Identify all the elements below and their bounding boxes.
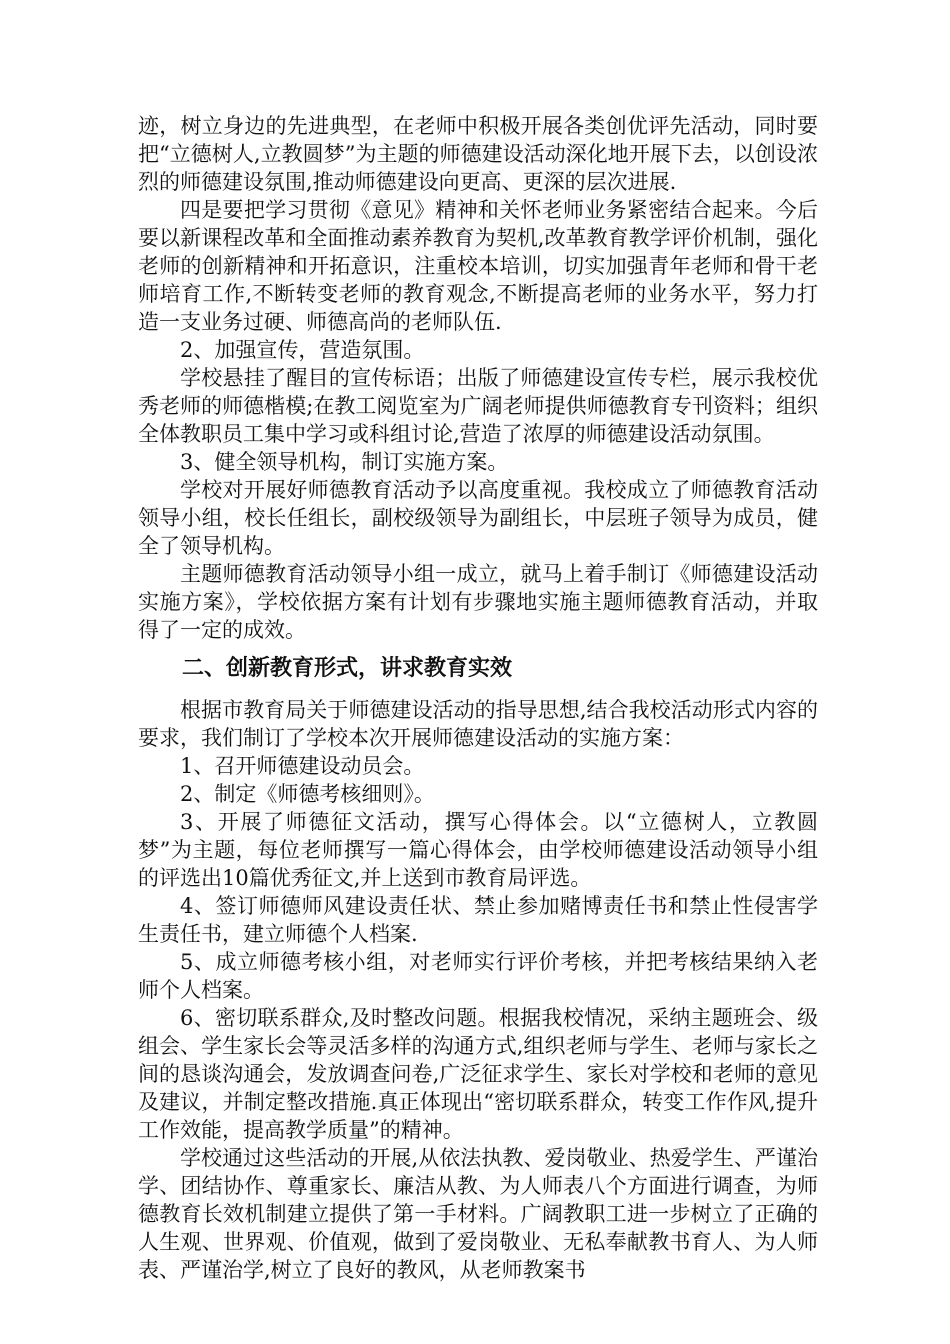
list-item: 2、制定《师德考核细则》。: [180, 782, 435, 806]
list-item: 1、召开师德建设动员会。: [180, 754, 425, 778]
body-paragraph: 学校通过这些活动的开展,从依法执教、爱岗敬业、热爱学生、严谨治学、团结协作、尊重家长、廉洁从教、为人师表八个方面进行调查，为师德教育长效机制建立提供了第一手材料。广阔教职工进一步树立了正确的人生观、世界观、价值观，做到了爱岗敬业、无私奉献教书育人、为人师表、严谨治学,树立了良好的教风，从老师教案书: [138, 1146, 818, 1282]
list-item: 4、签订师德师风建设责任状、禁止参加赌博责任书和禁止性侵害学生责任书，建立师德个人档案.: [138, 894, 818, 946]
body-paragraph: 迹，树立身边的先进典型，在老师中积极开展各类创优评先活动，同时要把“立德树人,立教圆梦”为主题的师德建设活动深化地开展下去，以创设浓烈的师德建设氛围,推动师德建设向更高、更深的层次进展.: [138, 114, 818, 194]
body-paragraph: 主题师德教育活动领导小组一成立，就马上着手制订《师德建设活动实施方案》，学校依据方案有计划有步骤地实施主题师德教育活动，并取得了一定的成效。: [138, 562, 818, 642]
list-item: 5、成立师德考核小组，对老师实行评价考核，并把考核结果纳入老师个人档案。: [138, 950, 818, 1002]
body-paragraph: 四是要把学习贯彻《意见》精神和关怀老师业务紧密结合起来。今后要以新课程改革和全面推动素养教育为契机,改革教育教学评价机制，强化老师的创新精神和开拓意识，注重校本培训，切实加强青年老师和骨干老师培育工作,不断转变老师的教育观念,不断提高老师的业务水平，努力打造一支业务过硬、师德高尚的老师队伍.: [138, 198, 818, 334]
section-heading: 二、创新教育形式，讲求教育实效: [182, 656, 513, 681]
body-paragraph: 学校对开展好师德教育活动予以高度重视。我校成立了师德教育活动领导小组，校长任组长，副校级领导为副组长，中层班子领导为成员，健全了领导机构。: [138, 478, 818, 558]
subsection-title: 2、加强宣传，营造氛围。: [180, 338, 425, 362]
document-body: [138, 112, 818, 1284]
subsection-title: 3、健全领导机构，制订实施方案。: [180, 450, 509, 474]
list-item: 6、密切联系群众,及时整改问题。根据我校情况，采纳主题班会、级组会、学生家长会等灵活多样的沟通方式,组织老师与学生、老师与家长之间的恳谈沟通会，发放调查问卷,广泛征求学生、家长对学校和老师的意见及建议，并制定整改措施.真正体现出“密切联系群众，转变工作作风,提升工作效能，提高教学质量”的精神。: [138, 1006, 818, 1142]
list-item: 3、开展了师德征文活动，撰写心得体会。以“立德树人，立教圆梦”为主题，每位老师撰写一篇心得体会，由学校师德建设活动领导小组的评选出10篇优秀征文,并上送到市教育局评选。: [138, 810, 818, 890]
body-paragraph: 学校悬挂了醒目的宣传标语；出版了师德建设宣传专栏，展示我校优秀老师的师德楷模;在教工阅览室为广阔老师提供师德教育专刊资料；组织全体教职员工集中学习或科组讨论,营造了浓厚的师德建设活动氛围。: [138, 366, 818, 446]
body-paragraph: 根据市教育局关于师德建设活动的指导思想,结合我校活动形式内容的要求，我们制订了学校本次开展师德建设活动的实施方案：: [138, 698, 818, 750]
